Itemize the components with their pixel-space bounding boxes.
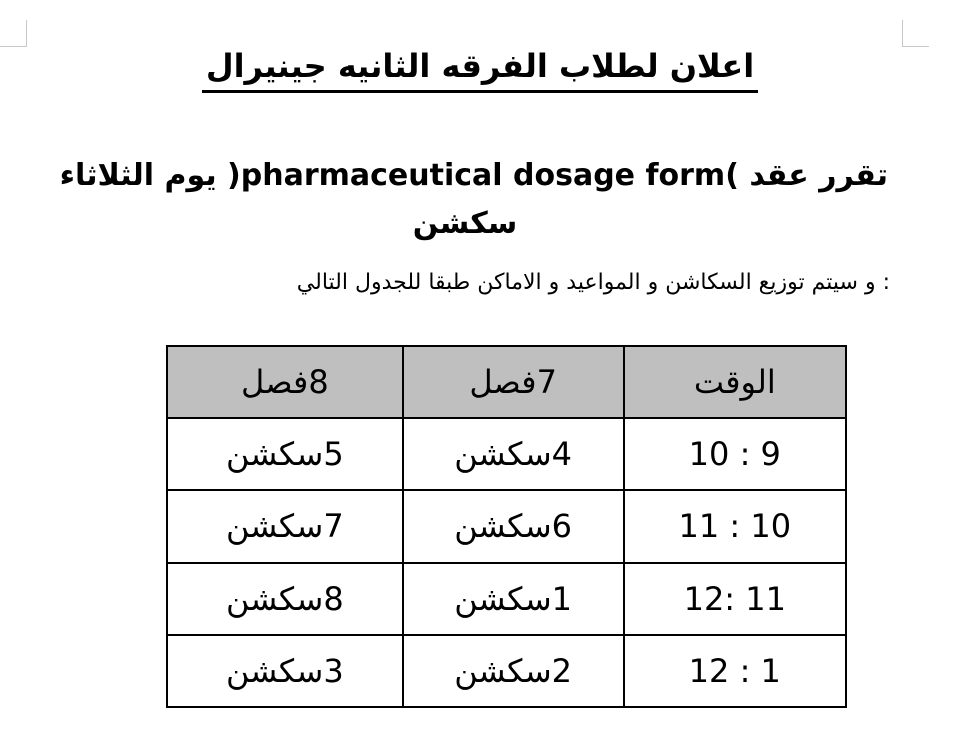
cell-class-8: 5سكشن [167, 418, 403, 490]
cell-class-7: 4سكشن [403, 418, 624, 490]
header-class-8: 8فصل [167, 346, 403, 418]
table-header-row [167, 346, 846, 418]
announcement-line-2: سكشن [412, 206, 518, 241]
announcement-line-1: تقرر عقد )pharmaceutical dosage form( يوم الثلاثاء [59, 158, 888, 193]
page-corner-mark-right [902, 20, 929, 47]
cell-time: 12: 11 [624, 563, 846, 635]
header-class-7: 7فصل [403, 346, 624, 418]
announcement-title: اعلان لطلاب الفرقه الثانيه جينيرال [202, 46, 758, 93]
cell-class-8: 8سكشن [167, 563, 403, 635]
announcement-title-wrapper [0, 46, 960, 93]
cell-class-7: 1سكشن [403, 563, 624, 635]
announcement-line-3: : و سيتم توزيع السكاشن و المواعيد و الاماكن طبقا للجدول التالي [296, 270, 890, 295]
cell-time: 10 : 9 [624, 418, 846, 490]
page-corner-mark-left [0, 20, 27, 47]
cell-time: 11 : 10 [624, 490, 846, 562]
table-row [167, 563, 846, 635]
schedule-table [166, 345, 847, 708]
table-row [167, 490, 846, 562]
header-time: الوقت [624, 346, 846, 418]
cell-time: 12 : 1 [624, 635, 846, 707]
table-row [167, 418, 846, 490]
cell-class-7: 6سكشن [403, 490, 624, 562]
cell-class-8: 3سكشن [167, 635, 403, 707]
cell-class-7: 2سكشن [403, 635, 624, 707]
table-row [167, 635, 846, 707]
cell-class-8: 7سكشن [167, 490, 403, 562]
